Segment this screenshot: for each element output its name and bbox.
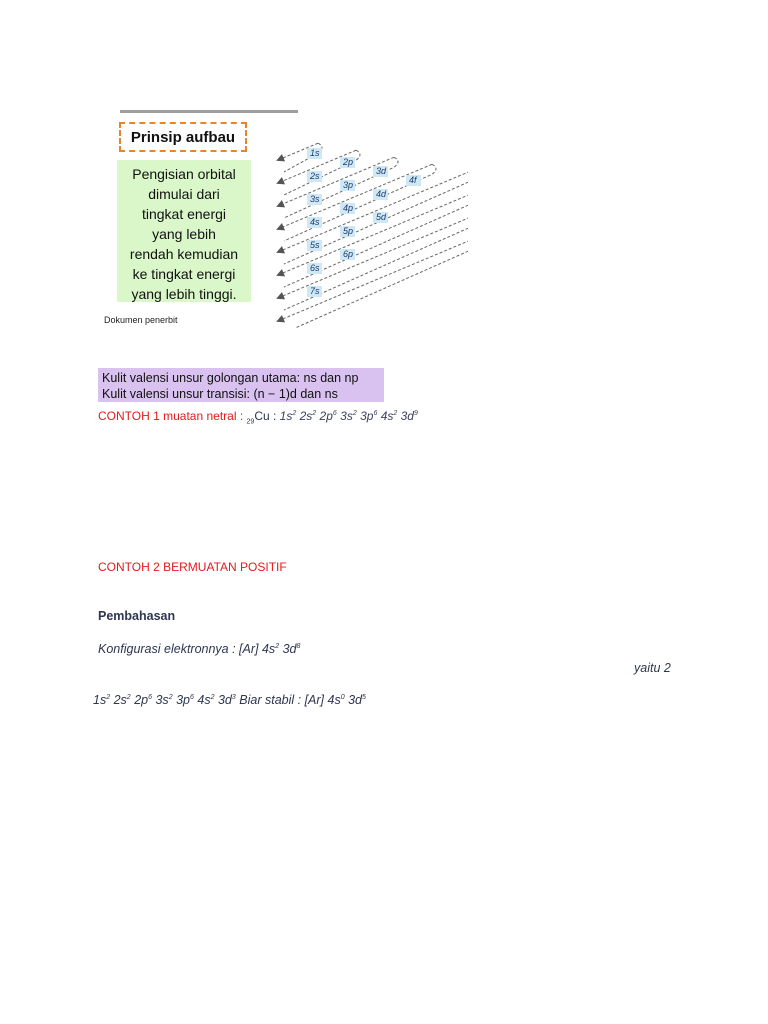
orbital-label: 4d [376,189,387,199]
full-config-term: 1s [93,693,107,707]
config-exponent: 2 [352,410,357,417]
config-exponent: 6 [332,410,337,417]
full-config-exponent: 2 [126,693,131,701]
valence-note [98,368,384,402]
orbital-label: 6s [310,263,320,273]
orbital-label: 4f [409,175,417,185]
config-term: 2s [299,409,313,423]
full-config-term: 3p [176,693,190,707]
config-term: 2p [319,409,333,423]
full-config-exponent: 6 [189,693,194,701]
orbital-label: 6p [343,249,354,259]
valence-transition: Kulit valensi unsur transisi: (n − 1)d dan ns [102,387,338,401]
config-label: Konfigurasi elektronnya : [Ar] 4s [98,642,276,656]
config-exponent: 9 [413,410,418,417]
config-term: 4s [380,409,394,423]
description-line: ke tingkat energi [132,266,236,282]
config-term: 3d [400,409,414,423]
description-line: dimulai dari [148,186,220,202]
filling-arrow [278,171,468,252]
config-exponent: 2 [275,642,280,650]
orbital-label: 5d [376,212,387,222]
orbital-label: 3s [310,194,320,204]
stable-exponent: 0 [340,693,345,701]
config-exponent: 2 [312,410,317,417]
config-mid: 3d [279,642,297,656]
config-term: 3p [360,409,374,423]
filling-arrow [278,217,468,298]
filling-arrow [278,194,468,275]
config-exponent: 8 [296,642,301,650]
electron-configuration [280,409,418,423]
full-config-term: 2p [134,693,149,707]
full-configuration-line [93,693,366,707]
filling-arrow [278,240,468,321]
full-config-term: 4s [197,693,211,707]
config-exponent: 2 [393,410,398,417]
discussion-heading: Pembahasan [98,609,176,623]
full-config-term: 3d [217,693,232,707]
description-line: yang lebih [152,226,216,242]
orbital-label: 1s [310,148,320,158]
example-1 [98,409,418,425]
config-exponent: 6 [373,410,378,417]
figure-top-border [120,110,298,113]
config-exponent: 2 [292,410,297,417]
full-config-exponent: 6 [148,693,152,701]
full-config-exponent: 2 [168,693,173,701]
element-symbol: Cu : [254,409,280,423]
figure-caption: Dokumen penerbit [104,315,178,325]
example-2-label: CONTOH 2 BERMUATAN POSITIF [98,560,287,574]
orbital-label: 4s [310,217,320,227]
description-line: tingkat energi [141,206,227,222]
config-term: 1s [279,409,293,423]
atomic-number: 29 [246,418,255,426]
example-1-separator: : [236,409,247,423]
full-config-exponent: 3 [231,693,236,701]
full-config-exponent: 2 [106,693,111,701]
orbital-label: 5s [310,240,320,250]
yaitu-text: yaitu 2 [634,661,671,675]
config-term: 3s [340,409,353,423]
full-config-term: 3s [155,693,169,707]
description-line: Pengisian orbital [132,166,236,182]
configuration-line [98,642,300,656]
full-config-term: 2s [113,693,127,707]
full-config-exponent: 2 [210,693,215,701]
stable-mid: 3d [344,693,362,707]
orbital-label: 5p [343,226,354,236]
orbital-label: 7s [310,286,320,296]
orbital-label: 3d [376,166,387,176]
description-line: yang lebih tinggi. [131,286,237,302]
description-line: rendah kemudian [129,246,239,262]
orbital-label: 2p [343,157,354,167]
aufbau-diagram [268,138,468,328]
figure-title: Prinsip aufbau [119,122,247,152]
stable-exponent: 5 [362,693,366,701]
orbital-label: 3p [343,180,354,190]
stable-label: Biar stabil : [Ar] 4s [239,693,341,707]
orbital-label: 2s [310,171,320,181]
example-1-label: CONTOH 1 muatan netral [98,409,237,423]
full-configuration [93,693,236,707]
aufbau-description [117,160,251,302]
valence-main-group: Kulit valensi unsur golongan utama: ns dan np [102,371,359,385]
orbital-label: 4p [343,203,354,213]
